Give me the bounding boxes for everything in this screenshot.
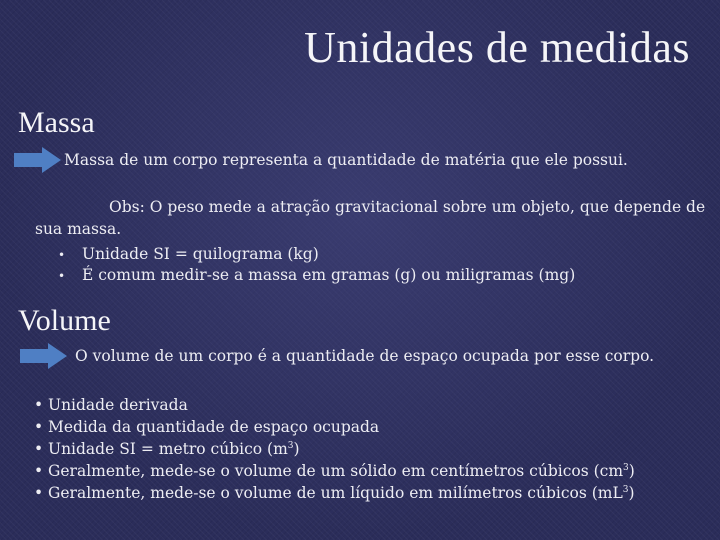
massa-definition: Massa de um corpo representa a quantidade de matéria que ele possui. <box>64 151 628 169</box>
bullet-dot: • <box>34 462 44 480</box>
bullet-dot: • <box>58 269 66 283</box>
bullet-dot: • <box>34 396 44 414</box>
massa-obs-line1: Obs: O peso mede a atração gravitacional sobre um objeto, que depende de <box>109 198 706 216</box>
slide-title: Unidades de medidas <box>304 23 690 72</box>
superscript: 3 <box>287 440 294 451</box>
volume-heading: Volume <box>18 304 111 337</box>
volume-bullet-text: Geralmente, mede-se o volume de um líquido em milímetros cúbicos (mL <box>48 484 623 502</box>
volume-bullet-text: Geralmente, mede-se o volume de um sólido em centímetros cúbicos (cm <box>48 462 624 480</box>
massa-bullet-item <box>58 245 319 263</box>
volume-bullet-suffix: ) <box>293 440 300 458</box>
volume-bullet-text: Unidade derivada <box>48 396 188 414</box>
massa-bullet-text: É comum medir-se a massa em gramas (g) ou miligramas (mg) <box>82 266 576 284</box>
right-arrow-icon <box>18 343 68 369</box>
massa-bullet-item <box>58 266 575 284</box>
volume-bullet-text: Unidade SI = metro cúbico (m <box>48 440 288 458</box>
bullet-dot: • <box>58 248 66 262</box>
massa-heading: Massa <box>18 106 95 139</box>
bullet-dot: • <box>34 484 44 502</box>
volume-definition: O volume de um corpo é a quantidade de espaço ocupada por esse corpo. <box>75 347 655 365</box>
bullet-dot: • <box>34 440 44 458</box>
volume-bullet-item <box>34 484 635 502</box>
volume-bullet-suffix: ) <box>628 462 635 480</box>
volume-bullet-text: Medida da quantidade de espaço ocupada <box>48 418 380 436</box>
volume-bullet-item <box>34 396 188 414</box>
superscript: 3 <box>622 484 629 495</box>
massa-obs-line2: sua massa. <box>35 220 122 238</box>
massa-bullet-text: Unidade SI = quilograma (kg) <box>82 245 319 263</box>
volume-bullet-item <box>34 418 379 436</box>
superscript: 3 <box>623 462 629 473</box>
bullet-dot: • <box>34 418 44 436</box>
volume-bullet-suffix: ) <box>628 484 635 502</box>
right-arrow-icon <box>12 147 62 173</box>
volume-bullet-item <box>34 440 300 458</box>
volume-bullet-item <box>34 462 635 480</box>
